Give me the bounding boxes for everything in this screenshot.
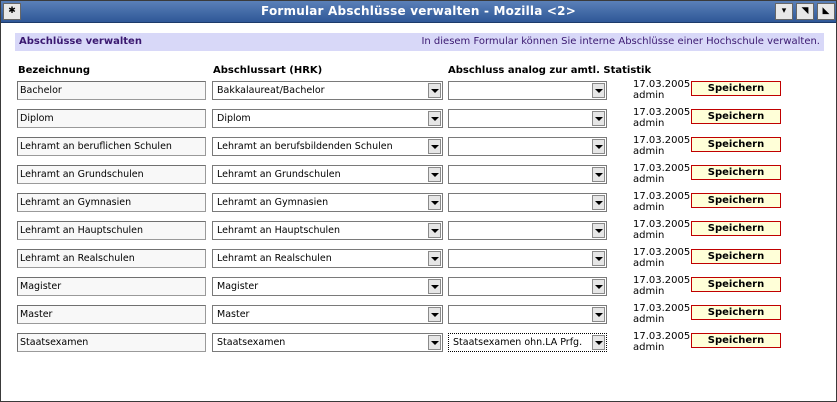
statistik-select[interactable]: [448, 249, 607, 268]
bezeichnung-field[interactable]: Lehramt an Realschulen: [17, 249, 206, 268]
chevron-down-icon[interactable]: [428, 223, 441, 238]
form-title: Abschlüsse verwalten: [19, 36, 142, 47]
bezeichnung-field[interactable]: Lehramt an Gymnasien: [17, 193, 206, 212]
save-button[interactable]: Speichern: [691, 277, 781, 292]
pin-icon[interactable]: ✱: [3, 3, 21, 20]
save-button[interactable]: Speichern: [691, 305, 781, 320]
change-user: admin: [633, 118, 665, 129]
chevron-down-icon[interactable]: [428, 335, 441, 350]
form-header: [15, 33, 824, 51]
chevron-down-icon[interactable]: [592, 83, 605, 98]
column-header-name: Bezeichnung: [18, 65, 90, 76]
change-user: admin: [633, 174, 665, 185]
chevron-down-icon[interactable]: [428, 307, 441, 322]
maximize-icon[interactable]: ◥: [796, 3, 814, 20]
column-header-art: Abschlussart (HRK): [213, 65, 323, 76]
bezeichnung-field[interactable]: Diplom: [17, 109, 206, 128]
abschlussart-select[interactable]: [212, 193, 443, 212]
table-row: [1, 305, 837, 333]
save-button[interactable]: Speichern: [691, 109, 781, 124]
change-info: [633, 107, 690, 129]
chevron-down-icon[interactable]: [592, 167, 605, 182]
statistik-select[interactable]: [448, 165, 607, 184]
change-user: admin: [633, 314, 665, 325]
abschlussart-value: Lehramt an Realschulen: [217, 253, 332, 264]
bezeichnung-field[interactable]: Master: [17, 305, 206, 324]
table-row: [1, 109, 837, 137]
statistik-select[interactable]: [448, 305, 607, 324]
column-header-stat: Abschluss analog zur amtl. Statistik: [448, 65, 652, 76]
chevron-down-icon[interactable]: [428, 83, 441, 98]
abschlussart-value: Lehramt an berufsbildenden Schulen: [217, 141, 393, 152]
chevron-down-icon[interactable]: [592, 279, 605, 294]
change-date: 17.03.2005: [633, 79, 691, 90]
window-title: Formular Abschlüsse verwalten - Mozilla <2>: [261, 4, 576, 18]
change-info: [633, 163, 690, 185]
change-info: [633, 79, 690, 101]
save-button[interactable]: Speichern: [691, 221, 781, 236]
bezeichnung-field[interactable]: Magister: [17, 277, 206, 296]
change-info: [633, 191, 690, 213]
table-row: [1, 333, 837, 361]
change-date: 17.03.2005: [633, 275, 691, 286]
table-row: [1, 165, 837, 193]
abschlussart-value: Staatsexamen: [217, 337, 286, 348]
change-user: admin: [633, 286, 665, 297]
abschlussart-value: Master: [217, 309, 250, 320]
statistik-select[interactable]: [448, 109, 607, 128]
change-user: admin: [633, 230, 665, 241]
change-date: 17.03.2005: [633, 135, 691, 146]
chevron-down-icon[interactable]: [428, 251, 441, 266]
statistik-select[interactable]: [448, 277, 607, 296]
abschlussart-select[interactable]: [212, 333, 443, 352]
change-date: 17.03.2005: [633, 303, 691, 314]
abschlussart-select[interactable]: [212, 277, 443, 296]
statistik-select[interactable]: [448, 137, 607, 156]
change-info: [633, 331, 690, 353]
save-button[interactable]: Speichern: [691, 137, 781, 152]
chevron-down-icon[interactable]: [592, 223, 605, 238]
table-row: [1, 193, 837, 221]
minimize-icon[interactable]: ▾: [775, 3, 793, 20]
abschlussart-value: Lehramt an Grundschulen: [217, 169, 341, 180]
change-user: admin: [633, 342, 665, 353]
abschlussart-select[interactable]: [212, 81, 443, 100]
form-description: In diesem Formular können Sie interne Abschlüsse einer Hochschule verwalten.: [421, 36, 820, 47]
bezeichnung-field[interactable]: Bachelor: [17, 81, 206, 100]
statistik-value: Staatsexamen ohn.LA Prfg.: [453, 337, 583, 348]
bezeichnung-field[interactable]: Staatsexamen: [17, 333, 206, 352]
chevron-down-icon[interactable]: [428, 111, 441, 126]
chevron-down-icon[interactable]: [592, 335, 605, 350]
abschlussart-select[interactable]: [212, 109, 443, 128]
abschlussart-select[interactable]: [212, 137, 443, 156]
abschlussart-select[interactable]: [212, 249, 443, 268]
chevron-down-icon[interactable]: [428, 195, 441, 210]
abschlussart-value: Lehramt an Hauptschulen: [217, 225, 341, 236]
change-user: admin: [633, 90, 665, 101]
statistik-select[interactable]: [448, 221, 607, 240]
save-button[interactable]: Speichern: [691, 249, 781, 264]
change-date: 17.03.2005: [633, 191, 691, 202]
close-icon[interactable]: ◣: [817, 3, 835, 20]
bezeichnung-field[interactable]: Lehramt an Grundschulen: [17, 165, 206, 184]
save-button[interactable]: Speichern: [691, 333, 781, 348]
change-date: 17.03.2005: [633, 219, 691, 230]
change-user: admin: [633, 258, 665, 269]
abschlussart-select[interactable]: [212, 165, 443, 184]
chevron-down-icon[interactable]: [592, 111, 605, 126]
chevron-down-icon[interactable]: [592, 307, 605, 322]
change-date: 17.03.2005: [633, 247, 691, 258]
abschlussart-value: Bakkalaureat/Bachelor: [217, 85, 325, 96]
change-date: 17.03.2005: [633, 163, 691, 174]
change-info: [633, 303, 690, 325]
change-info: [633, 219, 690, 241]
change-info: [633, 247, 690, 269]
chevron-down-icon[interactable]: [428, 139, 441, 154]
abschlussart-select[interactable]: [212, 305, 443, 324]
change-user: admin: [633, 146, 665, 157]
abschlussart-value: Lehramt an Gymnasien: [217, 197, 329, 208]
table-row: [1, 137, 837, 165]
chevron-down-icon[interactable]: [592, 195, 605, 210]
change-info: [633, 275, 690, 297]
table-row: [1, 81, 837, 109]
statistik-select[interactable]: [448, 333, 607, 352]
bezeichnung-field[interactable]: Lehramt an beruflichen Schulen: [17, 137, 206, 156]
table-row: [1, 249, 837, 277]
chevron-down-icon[interactable]: [428, 167, 441, 182]
table-row: [1, 277, 837, 305]
chevron-down-icon[interactable]: [592, 251, 605, 266]
abschlussart-value: Magister: [217, 281, 259, 292]
save-button[interactable]: Speichern: [691, 81, 781, 96]
abschlussart-select[interactable]: [212, 221, 443, 240]
bezeichnung-field[interactable]: Lehramt an Hauptschulen: [17, 221, 206, 240]
chevron-down-icon[interactable]: [428, 279, 441, 294]
change-date: 17.03.2005: [633, 331, 691, 342]
change-date: 17.03.2005: [633, 107, 691, 118]
statistik-select[interactable]: [448, 193, 607, 212]
save-button[interactable]: Speichern: [691, 193, 781, 208]
table-row: [1, 221, 837, 249]
change-info: [633, 135, 690, 157]
chevron-down-icon[interactable]: [592, 139, 605, 154]
change-user: admin: [633, 202, 665, 213]
statistik-select[interactable]: [448, 81, 607, 100]
save-button[interactable]: Speichern: [691, 165, 781, 180]
title-bar[interactable]: [1, 1, 836, 23]
abschlussart-value: Diplom: [217, 113, 251, 124]
